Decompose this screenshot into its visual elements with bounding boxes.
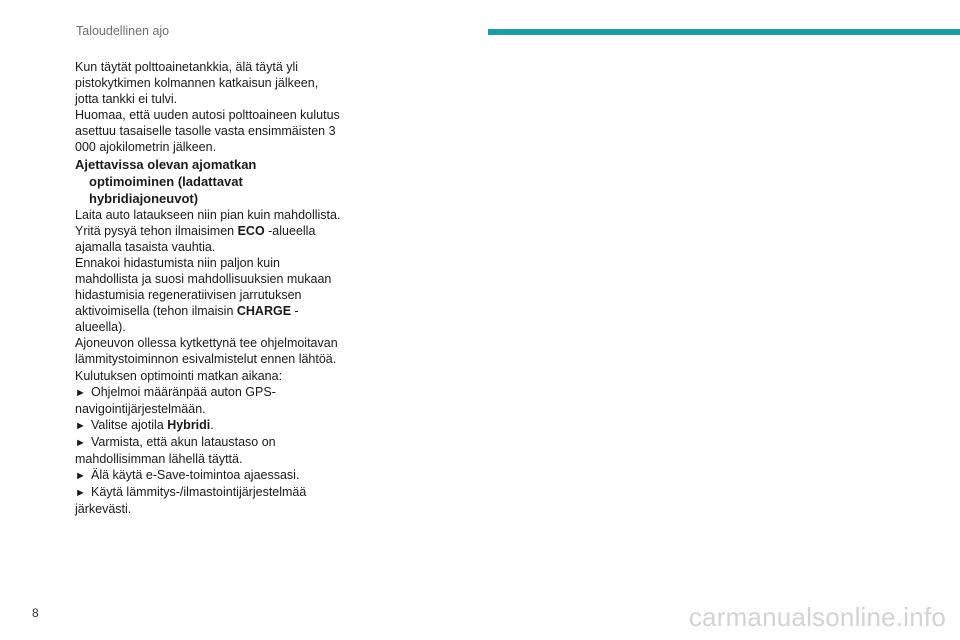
body-paragraph-1: Laita auto lataukseen niin pian kuin mahdollista. — [75, 207, 341, 222]
bullet-text: . — [210, 417, 214, 432]
text-span: -alueella). — [75, 304, 299, 335]
body-paragraph-4: Ajoneuvon ollessa kytkettynä tee ohjelmoitavan lämmitystoiminnon esivalmistelut ennen lähtöä. — [75, 336, 338, 367]
body-paragraph-3 — [75, 255, 345, 335]
eco-label: ECO — [237, 223, 265, 238]
bullet-text: Valitse ajotila — [91, 417, 168, 432]
body-paragraph-5: Kulutuksen optimointi matkan aikana: — [75, 368, 283, 383]
bullet-text: Ohjelmoi määränpää auton GPS-navigointijärjestelmään. — [75, 384, 276, 416]
text-span: -alueella ajamalla tasaista vauhtia. — [75, 223, 316, 254]
bullet-text: Käytä lämmitys-/ilmastointijärjestelmää järkevästi. — [75, 485, 307, 517]
bullet-arrow-icon: ► — [75, 419, 86, 432]
section-header: Taloudellinen ajo — [76, 24, 170, 38]
bullet-text: Älä käytä e-Save-toimintoa ajaessasi. — [91, 468, 300, 483]
bullet-item — [75, 434, 345, 467]
main-column — [75, 59, 345, 517]
bullet-item — [75, 467, 345, 484]
bullet-arrow-icon: ► — [75, 487, 86, 500]
bullet-arrow-icon: ► — [75, 470, 86, 483]
watermark: carmanualsonline.info — [688, 602, 946, 632]
section-heading: Ajettavissa olevan ajomatkan optimoiminen (ladattavat hybridiajoneuvot) — [75, 156, 257, 206]
body-paragraph-2 — [75, 223, 345, 255]
bullet-item — [75, 417, 345, 434]
bullet-arrow-icon: ► — [75, 386, 86, 399]
accent-bar — [488, 29, 960, 35]
hybrid-label: Hybridi — [167, 417, 211, 432]
bullet-arrow-icon: ► — [75, 436, 86, 449]
text-span: Ennakoi hidastumista niin paljon kuin mahdollista ja suosi mahdollisuuksien mukaan hidastumisia regeneratiivisen jarrutuksen aktivoimisella (tehon ilmaisin — [75, 255, 332, 319]
page-number: 8 — [32, 606, 39, 620]
bullet-item — [75, 384, 345, 417]
intro-paragraph-1: Kun täytät polttoainetankkia, älä täytä yli pistokytkimen kolmannen katkaisun jälkeen, jotta tankki ei tulvi. — [75, 60, 319, 107]
intro-paragraph-2: Huomaa, että uuden autosi polttoaineen kulutus asettuu tasaiselle tasolle vasta ensimmäisten 3 000 ajokilometrin jälkeen. — [75, 108, 340, 155]
bullet-text: Varmista, että akun lataustaso on mahdollisimman lähellä täyttä. — [75, 434, 276, 466]
bullet-item — [75, 484, 345, 517]
text-span: Yritä pysyä tehon ilmaisimen — [75, 223, 238, 238]
charge-label: CHARGE — [236, 304, 292, 319]
